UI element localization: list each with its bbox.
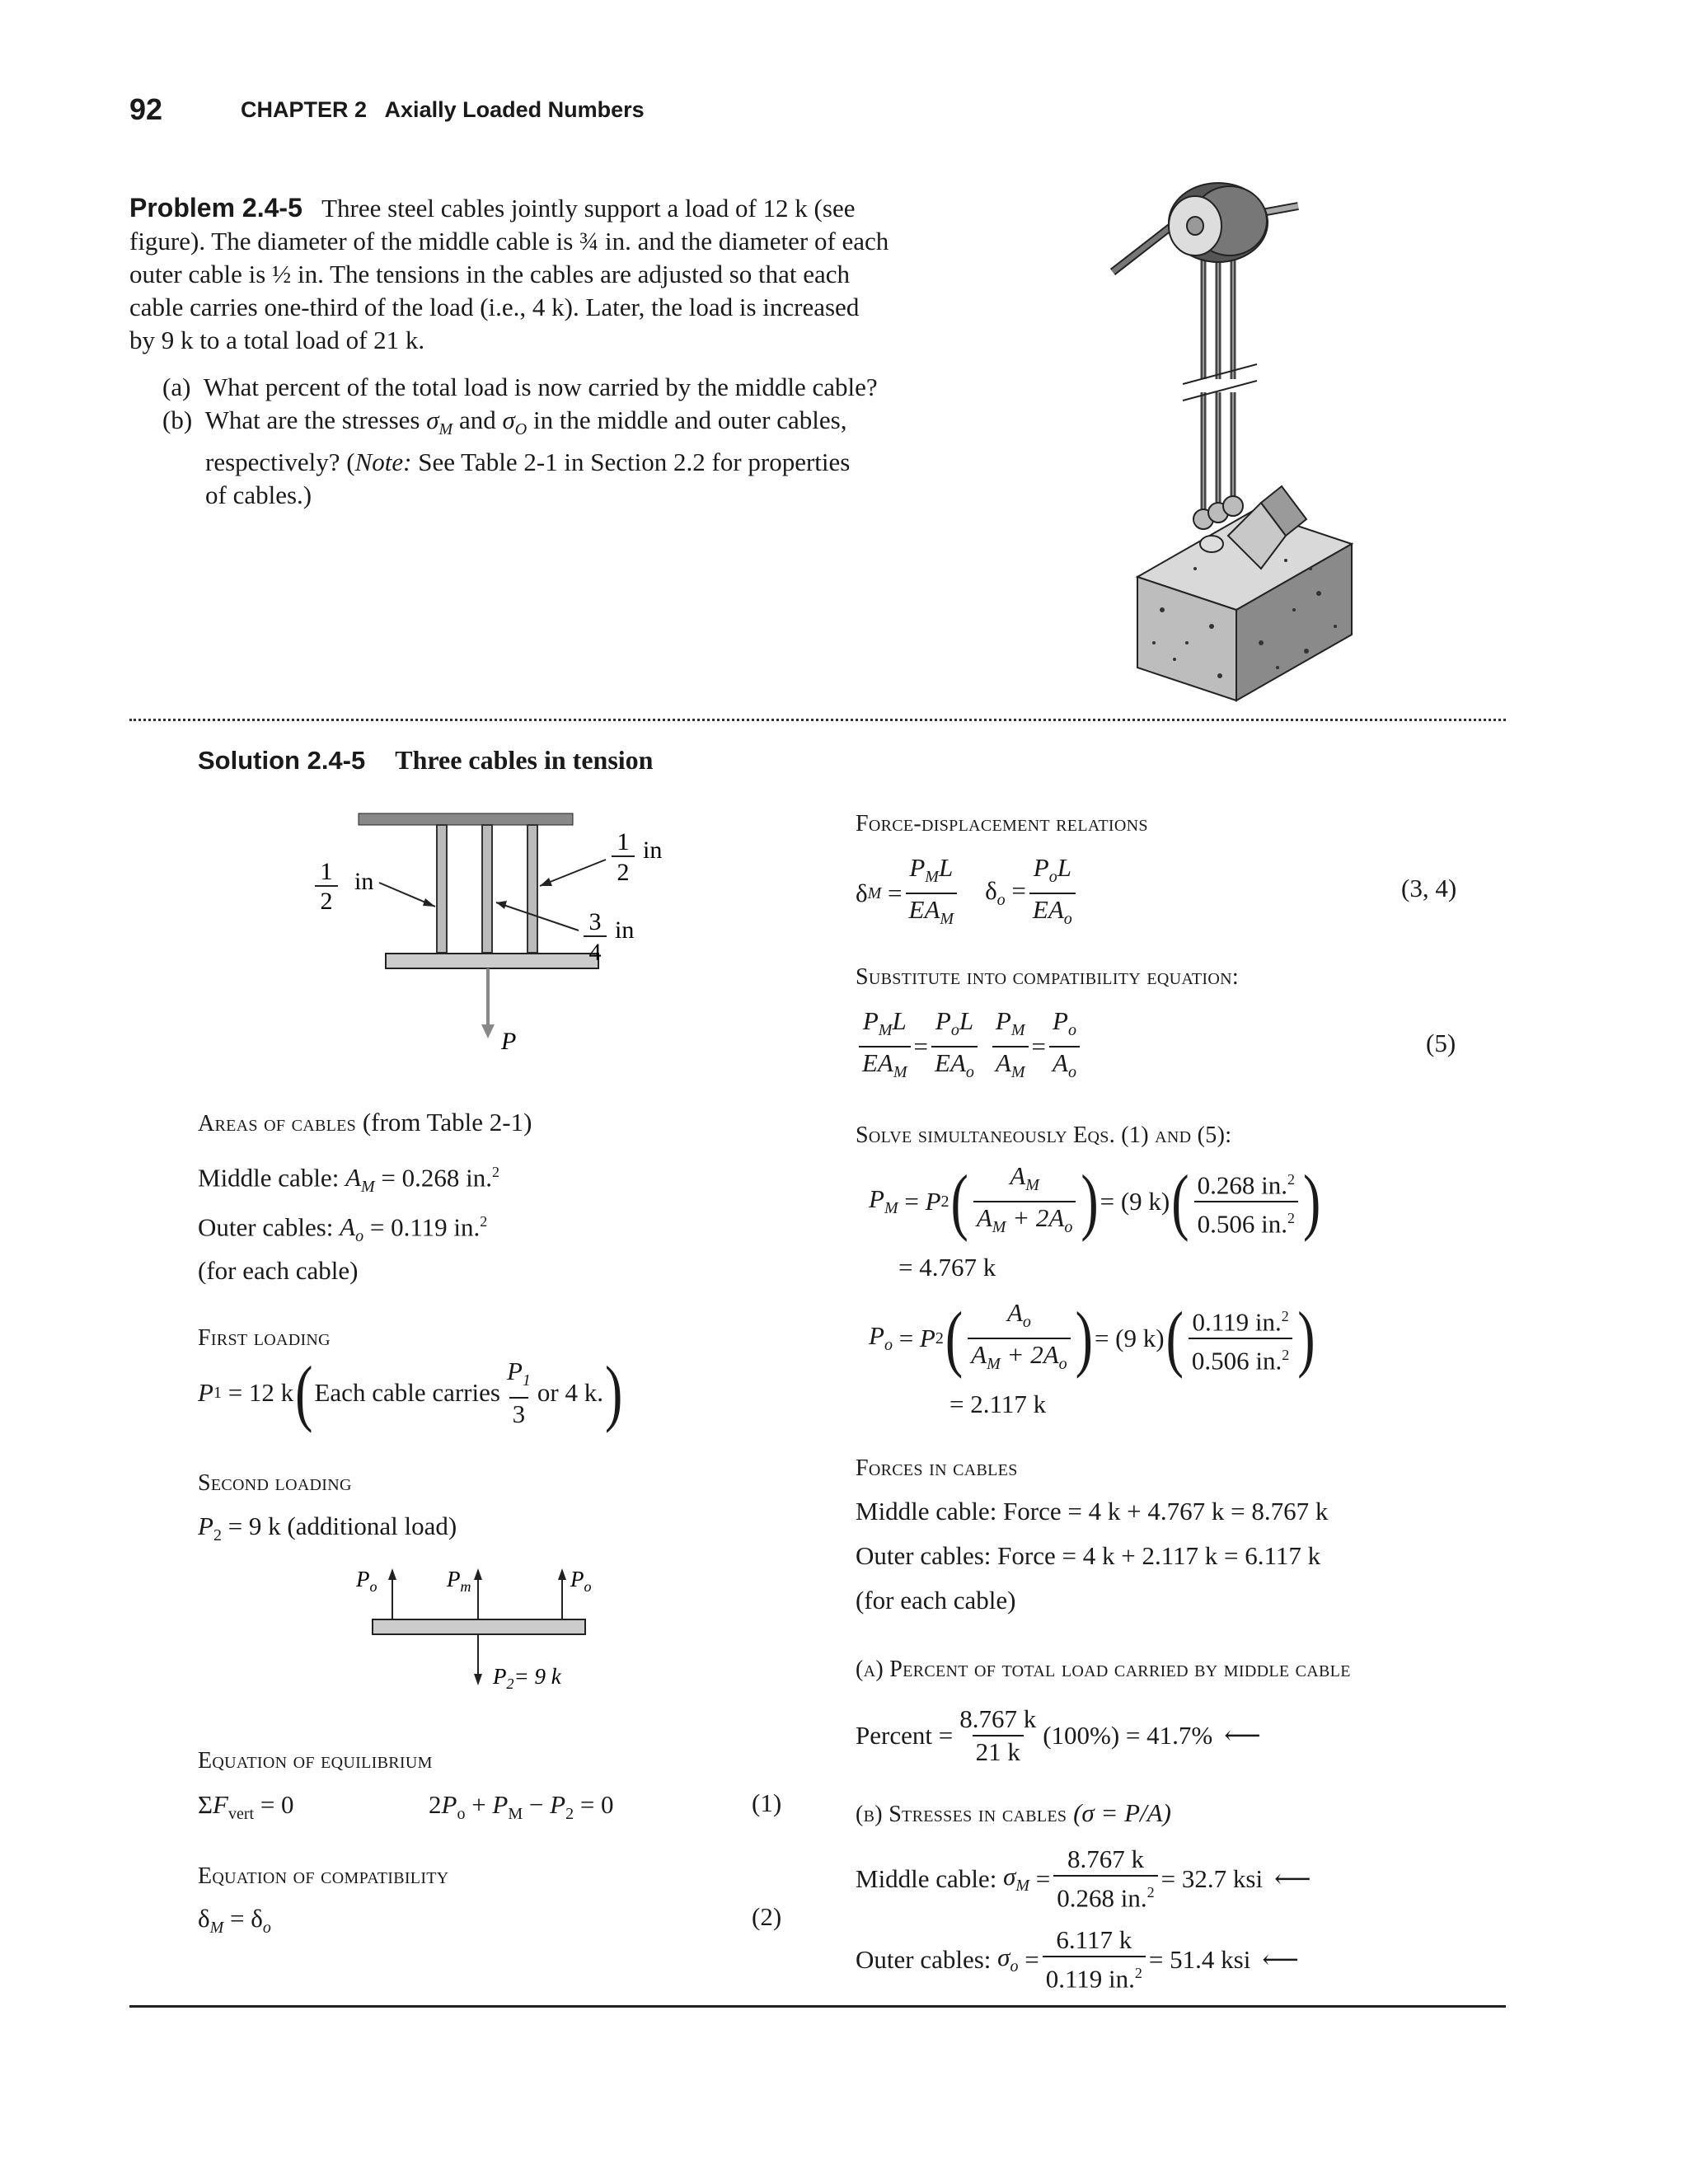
part-b-label: (b): [162, 405, 193, 434]
right-half-num: 1: [617, 828, 630, 855]
compatibility-equation: $\delta_M = \delta_o$: [198, 1904, 271, 1938]
left-unit: in: [354, 868, 374, 895]
part-b-text-4: See Table 2-1 in Section 2.2 for properties: [411, 448, 851, 477]
problem-parts: (a) What percent of the total load is now carried by the middle cable? (b) What are the stresses $\sigma_M$ and $\sigma_O$ in the middle and outer cables, respectively? (Note: See Table 2-1 in Section 2.2 for properties of cables.): [162, 371, 987, 512]
part-b-text: What are the stresses: [204, 405, 420, 434]
outer-stress-equation: Outer cables: $\sigma_o$ = $\frac{6.117 k}{0.119 in.^2}$ = 51.4 ksi ⟵: [856, 1925, 1299, 1994]
chapter-number: CHAPTER 2: [241, 97, 368, 122]
pm-label: $P_m$: [447, 1567, 471, 1595]
part-b-and: and: [458, 405, 496, 434]
part-a-label: (a): [162, 373, 191, 401]
solution-header: [198, 745, 653, 776]
areas-heading: Areas of cables (from Table 2-1): [198, 1108, 532, 1137]
problem-line: figure). The diameter of the middle cable is ¾ in. and the diameter of each: [129, 227, 889, 255]
outer-area: Outer cables: $A_o = 0.119$ in.$^2$: [198, 1212, 488, 1246]
second-loading-heading: Second loading: [198, 1470, 352, 1496]
equation-number-3-4: (3, 4): [1401, 874, 1457, 902]
problem-line: Three steel cables jointly support a load of 12 k (see: [321, 194, 856, 223]
force-displacement-heading: Force-displacement relations: [856, 811, 1148, 837]
force-displacement-equations: δ M = $\frac{P_ML}{EA_M}$ $\delta_o$ = $\frac{P_oL}{EA_o}$: [856, 854, 1079, 933]
problem-line: outer cable is ½ in. The tensions in the cables are adjusted so that each: [129, 260, 851, 288]
page-number: 92: [129, 92, 163, 126]
middle-force: Middle cable: Force = 4 k + 4.767 k = 8.767 k: [856, 1497, 1329, 1526]
chapter-title: Axially Loaded Numbers: [384, 97, 645, 122]
free-body-diagram: [354, 1562, 626, 1718]
second-loading-equation: $P_2 = 9$ k (additional load): [198, 1511, 457, 1545]
outer-force: Outer cables: Force = 4 k + 2.117 k = 6.117 k: [856, 1541, 1321, 1570]
equilibrium-heading: Equation of equilibrium: [198, 1748, 433, 1774]
equilibrium-equation: $2P_o + P_M - P_2 = 0$: [429, 1790, 614, 1824]
note-label: Note:: [354, 448, 412, 477]
part-b-text-3: respectively? (: [205, 448, 355, 477]
forces-heading: Forces in cables: [856, 1455, 1018, 1481]
answer-arrow-icon: ⟵: [1274, 1864, 1311, 1893]
equation-number-5: (5): [1426, 1029, 1456, 1057]
solution-title: Three cables in tension: [395, 745, 654, 775]
percent-heading: (a) Percent of total load carried by middle cable: [856, 1657, 1351, 1682]
pm-result: = 4.767 k: [898, 1253, 996, 1282]
compatibility-heading: Equation of compatibility: [198, 1863, 449, 1889]
equation-number-2: (2): [752, 1902, 782, 1931]
solution-label: Solution 2.4-5: [198, 746, 366, 775]
p2-label: $P_2= 9$ k: [493, 1664, 561, 1692]
po-result: = 2.117 k: [950, 1390, 1047, 1418]
part-b-text-5: of cables.): [205, 480, 312, 510]
for-each-cable: (for each cable): [198, 1256, 359, 1285]
problem-label: Problem 2.4-5: [129, 193, 302, 223]
middle-area: Middle cable: $A_M = 0.268$ in.$^2$: [198, 1163, 500, 1197]
three-quarter-den: 4: [588, 939, 602, 966]
right-half-den: 2: [617, 859, 630, 886]
chapter-label: [241, 97, 645, 123]
for-each-cable-2: (for each cable): [856, 1586, 1016, 1615]
middle-unit: in: [615, 916, 635, 944]
solve-heading: Solve simultaneously Eqs. (1) and (5):: [856, 1122, 1232, 1148]
first-loading-heading: First loading: [198, 1325, 331, 1351]
three-cables-diagram: [297, 804, 709, 1076]
first-loading-equation: P 1 = 12 k ( Each cable carries $\frac{P_1}{3}$ or 4 k. ): [198, 1351, 623, 1433]
load-label: P: [501, 1028, 517, 1055]
part-b-text-2: in the middle and outer cables,: [532, 405, 847, 434]
problem-line: cable carries one-third of the load (i.e., 4 k). Later, the load is increased: [129, 293, 860, 321]
substituted-equation: $\frac{P_ML}{EA_M}$ = $\frac{P_oL}{EA_o}$ $\frac{P_M}{A_M}$ = $\frac{P_o}{A_o}$: [856, 1007, 1083, 1086]
three-quarter-num: 3: [588, 908, 602, 935]
bottom-rule: [129, 2005, 1506, 2008]
answer-arrow-icon: ⟵: [1262, 1945, 1299, 1974]
part-a-text: What percent of the total load is now carried by the middle cable?: [203, 373, 878, 401]
left-half-num: 1: [320, 858, 333, 885]
problem-statement: [129, 191, 954, 357]
po-right-label: $P_o$: [570, 1567, 592, 1595]
po-equation: $P_o$ = P 2 ( $\frac{A_o}{A_M + 2A_o}$ ) = (9 k) ( $\frac{0.119 in.^2}{0.506 in.^2}$ ): [869, 1296, 1315, 1379]
pm-equation: $P_M$ = P 2 ( $\frac{A_M}{A_M + 2A_o}$ ) = (9 k) ( $\frac{0.268 in.^2}{0.506 in.^2}$ ): [869, 1160, 1321, 1242]
percent-equation: Percent = $\frac{8.767 k}{21 k}$ (100%) = 41.7% ⟵: [856, 1704, 1261, 1766]
cable-support-figure: [1096, 181, 1409, 709]
substitute-heading: Substitute into compatibility equation:: [856, 964, 1239, 990]
problem-line: by 9 k to a total load of 21 k.: [129, 326, 425, 354]
equation-number-1: (1): [752, 1788, 782, 1817]
left-half-den: 2: [320, 888, 333, 915]
equilibrium-equation-sum: $\Sigma F_{vert} = 0$: [198, 1790, 294, 1824]
middle-stress-equation: Middle cable: $\sigma_M$ = $\frac{8.767 k}{0.268 in.^2}$ = 32.7 ksi ⟵: [856, 1844, 1311, 1913]
stresses-heading: (b) Stresses in cables (σ = P/A): [856, 1798, 1171, 1827]
po-left-label: $P_o$: [356, 1567, 377, 1595]
section-divider: [129, 719, 1506, 721]
right-unit: in: [643, 837, 663, 864]
answer-arrow-icon: ⟵: [1224, 1721, 1261, 1750]
